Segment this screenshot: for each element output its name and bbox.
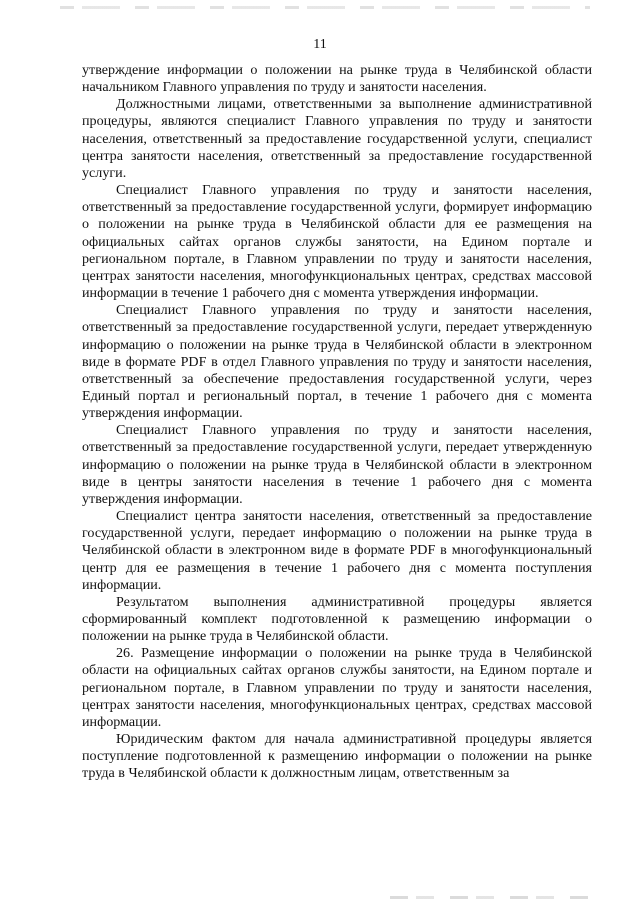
- paragraph-continuation: утверждение информации о положении на рынке труда в Челябинской области начальником Главного управления по труду и занятости населения.: [82, 62, 592, 96]
- paragraph-transfer-employment-centers: Специалист Главного управления по труду и занятости населения, ответственный за предоставление государственной услуги, передает утвержденную информацию о положении на рынке труда в Челябинской области в электронном виде в центры занятости населения в течение 1 рабочего дня с момента утверждения информации.: [82, 422, 592, 507]
- document-body: [82, 62, 592, 783]
- page-number: 11: [313, 37, 327, 52]
- paragraph-result: Результатом выполнения административной процедуры является сформированный комплект подготовленной к размещению информации о положении на рынке труда в Челябинской области.: [82, 593, 592, 645]
- paragraph-legal-fact: Юридическим фактом для начала административной процедуры является поступление подготовленной к размещению информации о положении на рынке труда в Челябинской области к должностным лицам, ответственным за: [82, 731, 592, 782]
- paragraph-transfer-mfc: Специалист центра занятости населения, ответственный за предоставление государственной услуги, передает информацию о положении на рынке труда в Челябинской области в электронном виде в формате PDF в многофункциональный центр для ее размещения в течение 1 рабочего дня с момента поступления информации.: [82, 508, 592, 593]
- paragraph-item-26: 26. Размещение информации о положении на рынке труда в Челябинской области на официальных сайтах органов службы занятости, на Едином портале и региональном портале, в Главном управлении по труду и занятости населения, центрах занятости населения, многофункциональных центрах, средствах массовой информации.: [82, 645, 592, 730]
- paragraph-transfer-pdf: Специалист Главного управления по труду и занятости населения, ответственный за предоставление государственной услуги, передает утвержденную информацию о положении на рынке труда в Челябинской области в электронном виде в формате PDF в отдел Главного управления по труду и занятости населения, ответственный за обеспечение предоставления государственной услуги, через Единый портал и региональный портал, в течение 1 рабочего дня с момента утверждения информации.: [82, 302, 592, 422]
- scan-artifact-top: [60, 6, 590, 9]
- scan-artifact-bottom: [390, 896, 590, 899]
- paragraph-forming-information: Специалист Главного управления по труду и занятости населения, ответственный за предоставление государственной услуги, формирует информацию о положении на рынке труда в Челябинской области для ее размещения на официальных сайтах органов службы занятости, на Едином портале и региональном портале, в Главном управлении по труду и занятости населения, центрах занятости населения, многофункциональных центрах, средствах массовой информации в течение 1 рабочего дня с момента утверждения информации.: [82, 182, 592, 302]
- paragraph-responsible-officials: Должностными лицами, ответственными за выполнение административной процедуры, являются специалист Главного управления по труду и занятости населения, ответственный за предоставление государственной услуги, специалист центра занятости населения, ответственный за предоставление государственной услуги.: [82, 96, 592, 181]
